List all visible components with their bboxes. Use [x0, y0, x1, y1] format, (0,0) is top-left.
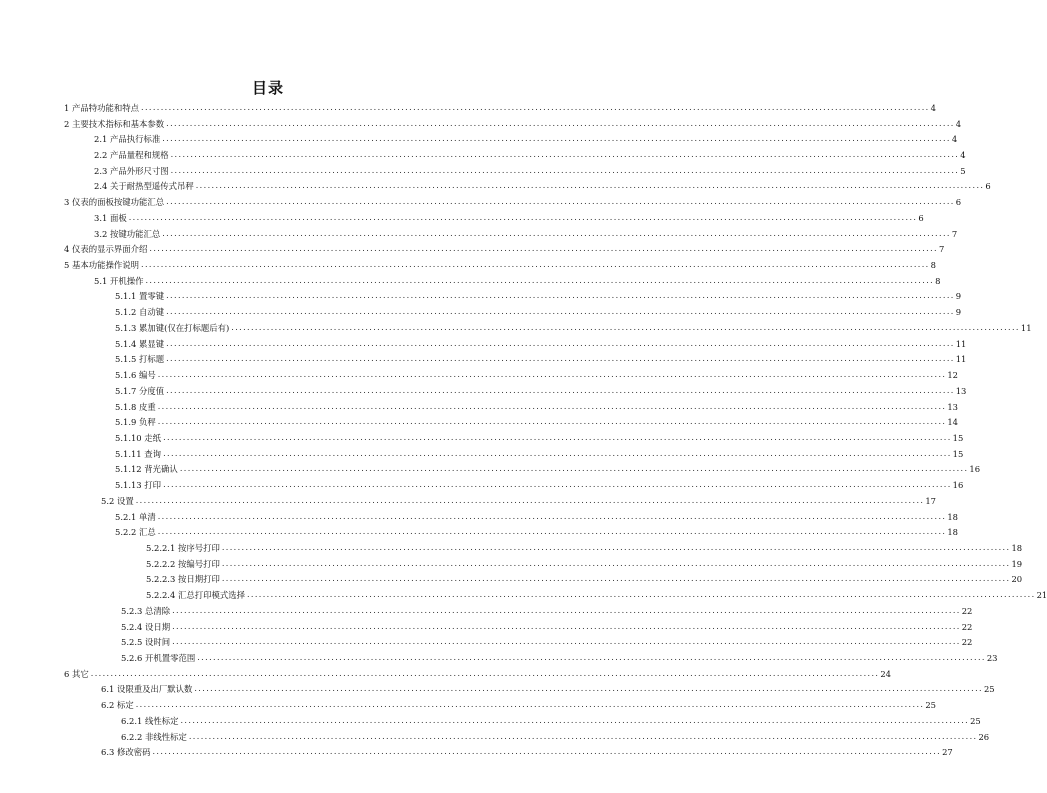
- toc-entry-label: 5.1.8 皮重: [115, 401, 156, 412]
- toc-entry-page-number: 4: [930, 102, 936, 113]
- toc-entry[interactable]: [121, 634, 973, 650]
- toc-entry-page-number: 26: [978, 731, 990, 742]
- toc-entry-page-number: 11: [955, 354, 967, 365]
- toc-entry-label: 6.2.2 非线性标定: [121, 731, 187, 742]
- toc-leader-dots: ........................................................................................................................................................................................................: [90, 668, 880, 678]
- toc-entry-page-number: 24: [880, 668, 892, 679]
- toc-leader-dots: ........................................................................................................................................................................................................: [163, 432, 952, 442]
- toc-leader-dots: ........................................................................................................................................................................................................: [172, 605, 961, 615]
- toc-entry[interactable]: [115, 320, 1032, 336]
- toc-entry-label: 5.2.2.1 按序号打印: [146, 542, 220, 553]
- toc-entry[interactable]: [115, 430, 964, 446]
- toc-entry[interactable]: [146, 540, 1023, 556]
- toc-entry-label: 5.1 开机操作: [94, 275, 144, 286]
- toc-entry[interactable]: [94, 273, 941, 289]
- toc-leader-dots: ........................................................................................................................................................................................................: [166, 385, 955, 395]
- toc-leader-dots: ........................................................................................................................................................................................................: [128, 212, 918, 222]
- toc-leader-dots: ........................................................................................................................................................................................................: [162, 228, 951, 238]
- toc-entry-page-number: 16: [969, 464, 981, 475]
- toc-entry[interactable]: [115, 352, 967, 368]
- toc-entry-page-number: 5: [960, 165, 966, 176]
- toc-leader-dots: ........................................................................................................................................................................................................: [135, 495, 925, 505]
- toc-leader-dots: ........................................................................................................................................................................................................: [170, 150, 960, 160]
- toc-entry-label: 5.2.1 单清: [115, 511, 156, 522]
- toc-entry[interactable]: [115, 462, 981, 478]
- toc-entry-label: 6.3 修改密码: [101, 747, 151, 758]
- toc-entry-page-number: 22: [961, 637, 973, 648]
- toc-leader-dots: ........................................................................................................................................................................................................: [188, 731, 978, 741]
- toc-entry-label: 5.1.2 自动键: [115, 307, 165, 318]
- toc-entry-label: 5.2 设置: [101, 495, 134, 506]
- toc-entry-label: 5.2.2.4 汇总打印模式选择: [146, 590, 245, 601]
- toc-entry-label: 5.1.10 走纸: [115, 432, 162, 443]
- toc-entry[interactable]: [146, 572, 1023, 588]
- toc-entry-page-number: 19: [1011, 558, 1023, 569]
- table-of-contents: [0, 100, 1047, 760]
- toc-entry[interactable]: [115, 336, 967, 352]
- toc-entry-label: 5.2.5 设时间: [121, 637, 171, 648]
- toc-entry-label: 6.2.1 线性标定: [121, 715, 179, 726]
- toc-leader-dots: ........................................................................................................................................................................................................: [157, 527, 947, 537]
- toc-entry-label: 5.1.1 置零键: [115, 291, 165, 302]
- toc-leader-dots: ........................................................................................................................................................................................................: [163, 480, 952, 490]
- toc-entry-page-number: 9: [955, 291, 962, 302]
- toc-leader-dots: ........................................................................................................................................................................................................: [195, 181, 985, 191]
- toc-entry[interactable]: [115, 399, 958, 415]
- toc-entry-label: 1 产品特功能和特点: [64, 102, 139, 113]
- toc-entry-label: 5.1.6 编号: [115, 370, 156, 381]
- toc-entry-label: 6.2 标定: [101, 700, 134, 711]
- toc-entry-page-number: 27: [942, 747, 953, 758]
- toc-entry-label: 6 其它: [64, 668, 89, 679]
- toc-entry-page-number: 25: [925, 700, 936, 711]
- toc-leader-dots: ........................................................................................................................................................................................................: [145, 275, 935, 285]
- toc-entry-label: 5.1.3 累加键(仅在打标题后有): [115, 322, 230, 333]
- toc-leader-dots: ........................................................................................................................................................................................................: [163, 448, 952, 458]
- toc-entry-label: 4 仪表的显示界面介绍: [64, 244, 148, 255]
- toc-leader-dots: ........................................................................................................................................................................................................: [179, 464, 969, 474]
- toc-entry-label: 5.2.6 开机置零范围: [121, 653, 196, 664]
- toc-entry[interactable]: [64, 116, 962, 132]
- toc-leader-dots: ........................................................................................................................................................................................................: [197, 653, 986, 663]
- toc-leader-dots: ........................................................................................................................................................................................................: [221, 574, 1011, 584]
- toc-entry-label: 2.3 产品外形尺寸图: [94, 165, 169, 176]
- toc-entry-label: 5.2.2.3 按日期打印: [146, 574, 220, 585]
- toc-entry[interactable]: [121, 713, 981, 729]
- toc-entry-page-number: 11: [955, 338, 967, 349]
- toc-entry[interactable]: [115, 477, 964, 493]
- toc-leader-dots: ........................................................................................................................................................................................................: [157, 370, 947, 380]
- toc-leader-dots: ........................................................................................................................................................................................................: [166, 354, 955, 364]
- toc-leader-dots: ........................................................................................................................................................................................................: [246, 590, 1036, 600]
- toc-entry-page-number: 25: [970, 715, 981, 726]
- toc-leader-dots: ........................................................................................................................................................................................................: [157, 417, 947, 427]
- toc-leader-dots: ........................................................................................................................................................................................................: [135, 700, 925, 710]
- toc-leader-dots: ........................................................................................................................................................................................................: [152, 747, 942, 757]
- toc-entry[interactable]: [115, 446, 964, 462]
- toc-entry-page-number: 14: [947, 417, 958, 428]
- toc-leader-dots: ........................................................................................................................................................................................................: [149, 244, 938, 254]
- toc-entry-label: 3.1 面板: [94, 212, 127, 223]
- toc-leader-dots: ........................................................................................................................................................................................................: [231, 322, 1020, 332]
- toc-entry[interactable]: [64, 666, 892, 682]
- toc-entry-page-number: 21: [1036, 590, 1047, 601]
- toc-entry-label: 5.2.3 总清除: [121, 605, 171, 616]
- toc-leader-dots: ........................................................................................................................................................................................................: [141, 260, 930, 270]
- toc-entry-page-number: 8: [930, 260, 936, 271]
- toc-entry-page-number: 6: [955, 197, 962, 208]
- toc-entry-page-number: 9: [955, 307, 962, 318]
- toc-entry-page-number: 13: [947, 401, 958, 412]
- toc-entry[interactable]: [146, 587, 1047, 603]
- toc-entry-label: 6.1 设限重及出厂默认数: [101, 684, 193, 695]
- toc-entry[interactable]: [64, 194, 962, 210]
- toc-entry-page-number: 22: [961, 605, 973, 616]
- toc-leader-dots: ........................................................................................................................................................................................................: [180, 715, 970, 725]
- toc-entry-label: 5.2.2 汇总: [115, 527, 156, 538]
- toc-entry-label: 2 主要技术指标和基本参数: [64, 118, 165, 129]
- toc-entry-page-number: 7: [938, 244, 945, 255]
- toc-entry[interactable]: [94, 147, 966, 163]
- toc-entry[interactable]: [115, 509, 958, 525]
- toc-entry[interactable]: [101, 697, 936, 713]
- toc-entry[interactable]: [64, 257, 936, 273]
- toc-entry[interactable]: [146, 556, 1023, 572]
- toc-entry[interactable]: [121, 603, 973, 619]
- toc-entry-page-number: 8: [935, 275, 941, 286]
- toc-entry-label: 5.2.4 设日期: [121, 621, 171, 632]
- toc-entry-page-number: 25: [983, 684, 995, 695]
- toc-entry[interactable]: [115, 367, 958, 383]
- toc-entry[interactable]: [64, 241, 945, 257]
- toc-entry[interactable]: [94, 179, 991, 195]
- toc-entry-label: 5.1.11 查询: [115, 448, 162, 459]
- toc-entry-label: 2.2 产品量程和规格: [94, 150, 169, 161]
- toc-entry-page-number: 6: [985, 181, 991, 192]
- toc-entry-page-number: 18: [947, 527, 958, 538]
- toc-entry-label: 2.1 产品执行标准: [94, 134, 161, 145]
- toc-leader-dots: ........................................................................................................................................................................................................: [172, 637, 961, 647]
- toc-leader-dots: ........................................................................................................................................................................................................: [166, 118, 955, 128]
- toc-entry-page-number: 13: [955, 385, 967, 396]
- toc-entry-page-number: 6: [918, 212, 924, 223]
- toc-entry-page-number: 4: [960, 150, 966, 161]
- toc-leader-dots: ........................................................................................................................................................................................................: [172, 621, 961, 631]
- toc-entry-page-number: 15: [952, 448, 964, 459]
- toc-entry[interactable]: [101, 682, 995, 698]
- toc-leader-dots: ........................................................................................................................................................................................................: [157, 401, 947, 411]
- toc-entry-page-number: 11: [1020, 322, 1032, 333]
- toc-leader-dots: ........................................................................................................................................................................................................: [221, 542, 1011, 552]
- toc-entry-page-number: 22: [961, 621, 973, 632]
- toc-entry[interactable]: [115, 524, 958, 540]
- toc-title: 目录: [251, 79, 284, 97]
- toc-leader-dots: ........................................................................................................................................................................................................: [141, 102, 930, 112]
- toc-entry-page-number: 23: [986, 653, 998, 664]
- toc-entry[interactable]: [101, 744, 953, 760]
- toc-entry-page-number: 20: [1011, 574, 1023, 585]
- toc-entry[interactable]: [101, 493, 936, 509]
- toc-entry[interactable]: [115, 304, 962, 320]
- toc-entry[interactable]: [115, 414, 958, 430]
- toc-entry-page-number: 18: [1011, 542, 1023, 553]
- toc-entry[interactable]: [94, 226, 958, 242]
- toc-entry-label: 5.1.4 累显键: [115, 338, 165, 349]
- toc-leader-dots: ........................................................................................................................................................................................................: [194, 684, 983, 694]
- toc-entry[interactable]: [115, 289, 962, 305]
- toc-entry-label: 2.4 关于耐热型遥传式吊秤: [94, 181, 194, 192]
- toc-entry-page-number: 18: [947, 511, 958, 522]
- toc-entry-label: 5.1.12 背光确认: [115, 464, 178, 475]
- toc-entry[interactable]: [94, 210, 924, 226]
- toc-leader-dots: ........................................................................................................................................................................................................: [166, 291, 955, 301]
- toc-entry-label: 3.2 按键功能汇总: [94, 228, 161, 239]
- toc-leader-dots: ........................................................................................................................................................................................................: [157, 511, 947, 521]
- toc-leader-dots: ........................................................................................................................................................................................................: [166, 338, 955, 348]
- toc-entry-label: 3 仪表的面板按键功能汇总: [64, 197, 165, 208]
- toc-entry[interactable]: [94, 163, 966, 179]
- toc-leader-dots: ........................................................................................................................................................................................................: [221, 558, 1011, 568]
- toc-entry[interactable]: [121, 619, 973, 635]
- toc-entry[interactable]: [64, 100, 936, 116]
- toc-entry-page-number: 17: [925, 495, 936, 506]
- toc-entry-label: 5.2.2.2 按编号打印: [146, 558, 220, 569]
- toc-entry[interactable]: [94, 131, 958, 147]
- toc-entry-label: 5.1.13 打印: [115, 480, 162, 491]
- toc-entry-page-number: 4: [955, 118, 962, 129]
- toc-entry-label: 5 基本功能操作说明: [64, 260, 139, 271]
- toc-entry-label: 5.1.9 负秤: [115, 417, 156, 428]
- toc-entry-page-number: 4: [951, 134, 958, 145]
- toc-entry-label: 5.1.7 分度值: [115, 385, 165, 396]
- toc-entry-page-number: 15: [952, 432, 964, 443]
- toc-entry-page-number: 12: [947, 370, 958, 381]
- toc-leader-dots: ........................................................................................................................................................................................................: [166, 307, 955, 317]
- toc-leader-dots: ........................................................................................................................................................................................................: [170, 165, 960, 175]
- toc-entry-label: 5.1.5 打标题: [115, 354, 165, 365]
- toc-leader-dots: ........................................................................................................................................................................................................: [162, 134, 951, 144]
- toc-entry[interactable]: [115, 383, 967, 399]
- toc-entry[interactable]: [121, 650, 998, 666]
- toc-leader-dots: ........................................................................................................................................................................................................: [166, 197, 955, 207]
- toc-entry-page-number: 16: [952, 480, 964, 491]
- toc-entry-page-number: 7: [951, 228, 958, 239]
- toc-entry[interactable]: [121, 729, 990, 745]
